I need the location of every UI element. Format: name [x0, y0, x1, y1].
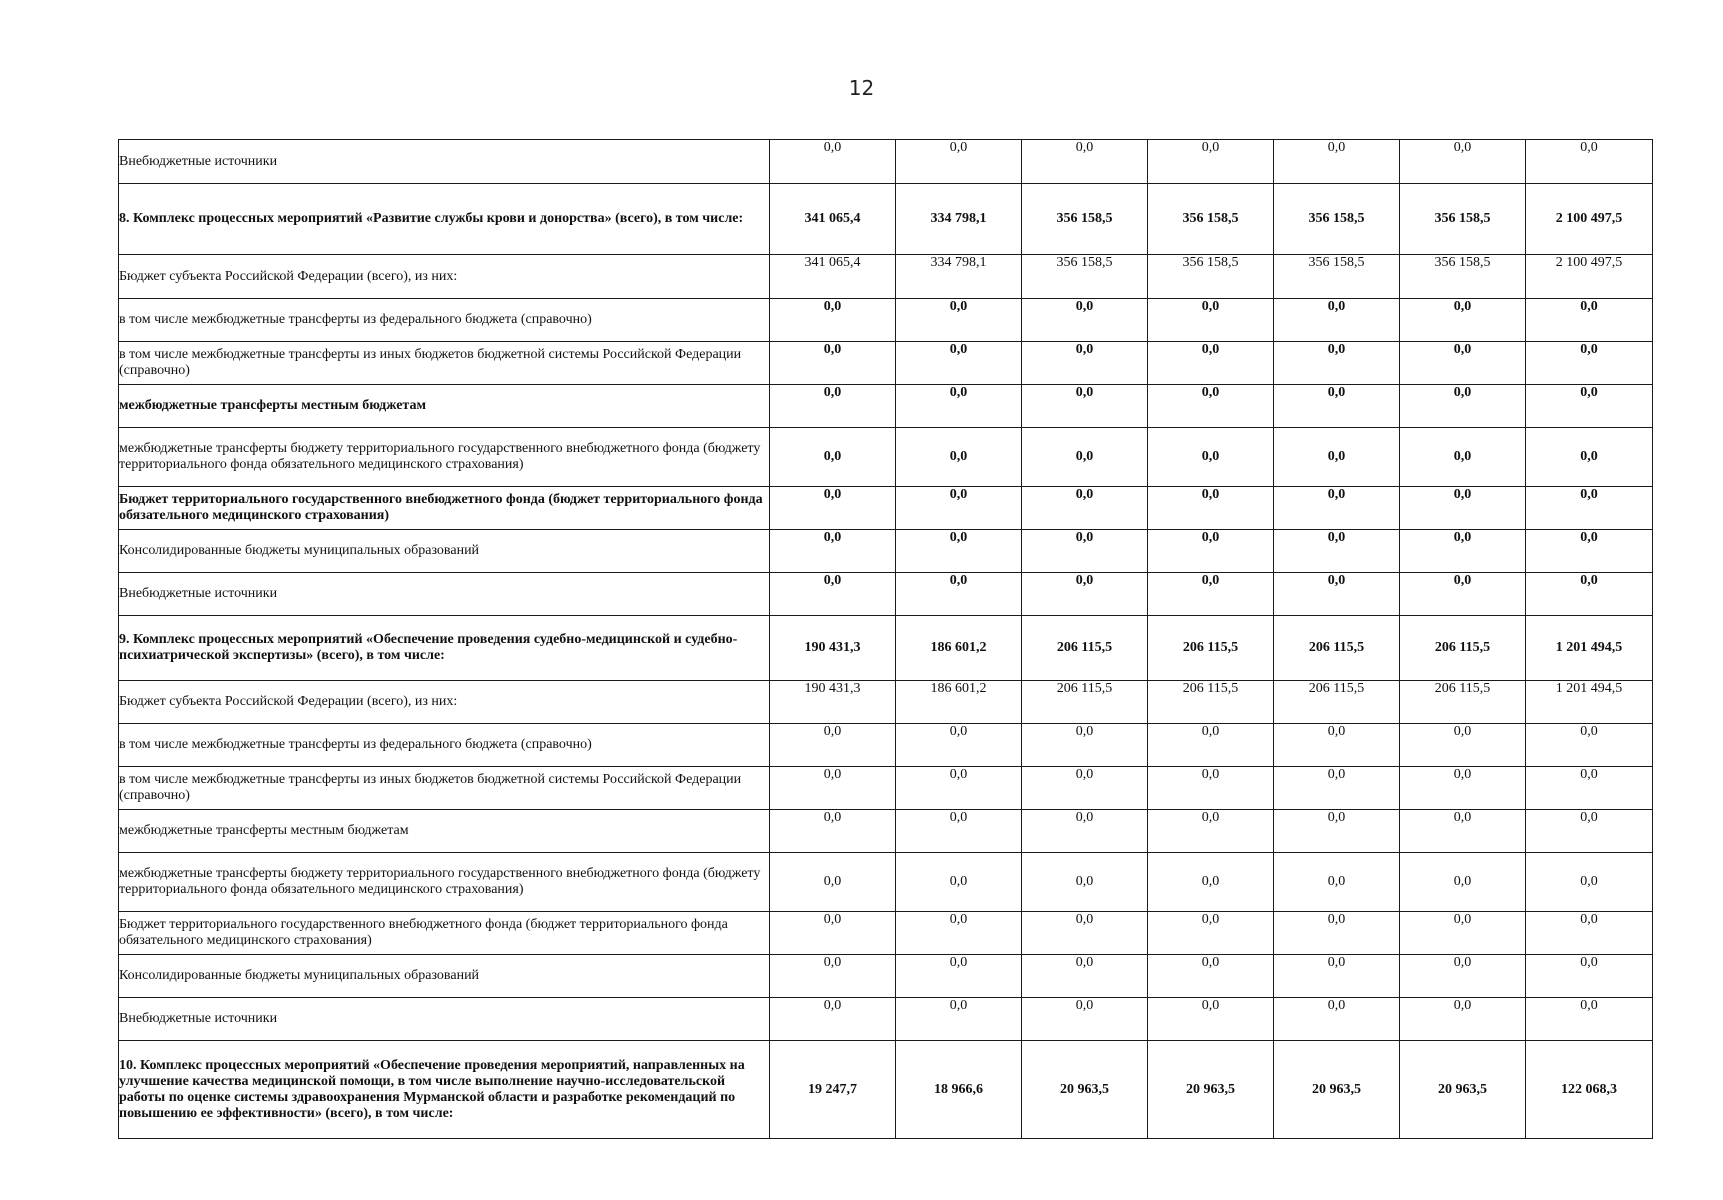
table-row — [119, 184, 1653, 255]
value-cell: 0,0 — [1022, 767, 1148, 810]
value-cell: 0,0 — [1274, 573, 1400, 616]
value-cell: 0,0 — [1400, 853, 1526, 912]
value-cell: 0,0 — [1274, 810, 1400, 853]
value-cell: 0,0 — [1148, 724, 1274, 767]
value-cell: 0,0 — [1274, 998, 1400, 1041]
value-cell: 0,0 — [770, 998, 896, 1041]
value-cell: 0,0 — [1148, 428, 1274, 487]
table-row — [119, 530, 1653, 573]
row-label: в том числе межбюджетные трансферты из федерального бюджета (справочно) — [119, 299, 770, 342]
value-cell: 0,0 — [1400, 428, 1526, 487]
table-row — [119, 616, 1653, 681]
table-row — [119, 299, 1653, 342]
row-label: Внебюджетные источники — [119, 998, 770, 1041]
value-cell: 0,0 — [1148, 140, 1274, 184]
value-cell: 0,0 — [1148, 853, 1274, 912]
value-cell: 341 065,4 — [770, 184, 896, 255]
value-cell: 0,0 — [1526, 912, 1653, 955]
value-cell: 0,0 — [1400, 342, 1526, 385]
value-cell: 0,0 — [1022, 428, 1148, 487]
value-cell: 0,0 — [1526, 810, 1653, 853]
value-cell: 186 601,2 — [896, 616, 1022, 681]
value-cell: 0,0 — [770, 724, 896, 767]
value-cell: 0,0 — [896, 487, 1022, 530]
value-cell: 0,0 — [1022, 573, 1148, 616]
value-cell: 0,0 — [1148, 385, 1274, 428]
table-row — [119, 724, 1653, 767]
value-cell: 0,0 — [896, 767, 1022, 810]
value-cell: 0,0 — [770, 853, 896, 912]
table-row — [119, 955, 1653, 998]
value-cell: 356 158,5 — [1400, 255, 1526, 299]
value-cell: 2 100 497,5 — [1526, 184, 1653, 255]
value-cell: 0,0 — [1274, 385, 1400, 428]
value-cell: 0,0 — [1274, 140, 1400, 184]
value-cell: 0,0 — [1022, 342, 1148, 385]
row-label: Бюджет субъекта Российской Федерации (всего), из них: — [119, 255, 770, 299]
row-label: в том числе межбюджетные трансферты из иных бюджетов бюджетной системы Российской Федерации (справочно) — [119, 342, 770, 385]
value-cell: 122 068,3 — [1526, 1041, 1653, 1139]
value-cell: 0,0 — [1022, 530, 1148, 573]
value-cell: 206 115,5 — [1148, 681, 1274, 724]
value-cell: 0,0 — [1526, 530, 1653, 573]
value-cell: 0,0 — [1022, 853, 1148, 912]
value-cell: 0,0 — [1148, 767, 1274, 810]
value-cell: 0,0 — [1526, 853, 1653, 912]
value-cell: 0,0 — [1274, 955, 1400, 998]
value-cell: 0,0 — [896, 998, 1022, 1041]
row-label: в том числе межбюджетные трансферты из иных бюджетов бюджетной системы Российской Федерации (справочно) — [119, 767, 770, 810]
value-cell: 0,0 — [1022, 810, 1148, 853]
value-cell: 341 065,4 — [770, 255, 896, 299]
value-cell: 0,0 — [770, 767, 896, 810]
value-cell: 186 601,2 — [896, 681, 1022, 724]
table-body — [119, 140, 1653, 1139]
table-row — [119, 810, 1653, 853]
row-label: Консолидированные бюджеты муниципальных образований — [119, 530, 770, 573]
table-row — [119, 487, 1653, 530]
value-cell: 0,0 — [770, 810, 896, 853]
value-cell: 18 966,6 — [896, 1041, 1022, 1139]
value-cell: 206 115,5 — [1400, 681, 1526, 724]
value-cell: 0,0 — [1148, 810, 1274, 853]
value-cell: 356 158,5 — [1022, 255, 1148, 299]
value-cell: 0,0 — [1274, 912, 1400, 955]
value-cell: 0,0 — [770, 428, 896, 487]
row-label: Внебюджетные источники — [119, 573, 770, 616]
value-cell: 334 798,1 — [896, 184, 1022, 255]
value-cell: 0,0 — [896, 385, 1022, 428]
value-cell: 190 431,3 — [770, 681, 896, 724]
value-cell: 0,0 — [1148, 955, 1274, 998]
value-cell: 0,0 — [896, 428, 1022, 487]
value-cell: 0,0 — [1148, 912, 1274, 955]
value-cell: 0,0 — [1526, 140, 1653, 184]
value-cell: 356 158,5 — [1148, 184, 1274, 255]
value-cell: 0,0 — [770, 530, 896, 573]
value-cell: 2 100 497,5 — [1526, 255, 1653, 299]
value-cell: 0,0 — [1400, 998, 1526, 1041]
row-label: 8. Комплекс процессных мероприятий «Развитие службы крови и донорства» (всего), в том числе: — [119, 184, 770, 255]
value-cell: 0,0 — [896, 955, 1022, 998]
value-cell: 0,0 — [1400, 385, 1526, 428]
row-label: 10. Комплекс процессных мероприятий «Обеспечение проведения мероприятий, направленных на улучшение качества медицинской помощи, в том числе выполнение научно-исследовательской работы по оценке системы здравоохранения Мурманской области и разработке рекомендаций по повышению ее эффективности» (всего), в том числе: — [119, 1041, 770, 1139]
value-cell: 0,0 — [896, 573, 1022, 616]
value-cell: 206 115,5 — [1400, 616, 1526, 681]
value-cell: 0,0 — [1400, 767, 1526, 810]
value-cell: 0,0 — [1274, 530, 1400, 573]
value-cell: 0,0 — [1526, 487, 1653, 530]
value-cell: 334 798,1 — [896, 255, 1022, 299]
table-row — [119, 573, 1653, 616]
table-row — [119, 428, 1653, 487]
value-cell: 0,0 — [896, 810, 1022, 853]
value-cell: 0,0 — [1148, 342, 1274, 385]
value-cell: 0,0 — [1400, 810, 1526, 853]
value-cell: 0,0 — [1526, 342, 1653, 385]
value-cell: 20 963,5 — [1400, 1041, 1526, 1139]
value-cell: 206 115,5 — [1022, 616, 1148, 681]
value-cell: 0,0 — [896, 530, 1022, 573]
value-cell: 0,0 — [1400, 487, 1526, 530]
value-cell: 0,0 — [1274, 428, 1400, 487]
value-cell: 0,0 — [1526, 955, 1653, 998]
row-label: Бюджет субъекта Российской Федерации (всего), из них: — [119, 681, 770, 724]
row-label: межбюджетные трансферты местным бюджетам — [119, 385, 770, 428]
value-cell: 0,0 — [770, 573, 896, 616]
value-cell: 356 158,5 — [1022, 184, 1148, 255]
table-row — [119, 385, 1653, 428]
value-cell: 0,0 — [1274, 767, 1400, 810]
value-cell: 0,0 — [770, 385, 896, 428]
row-label: Консолидированные бюджеты муниципальных образований — [119, 955, 770, 998]
value-cell: 0,0 — [1022, 912, 1148, 955]
row-label: межбюджетные трансферты местным бюджетам — [119, 810, 770, 853]
table-row — [119, 853, 1653, 912]
value-cell: 0,0 — [1400, 724, 1526, 767]
value-cell: 0,0 — [1526, 767, 1653, 810]
value-cell: 0,0 — [1148, 299, 1274, 342]
value-cell: 0,0 — [1274, 487, 1400, 530]
value-cell: 20 963,5 — [1148, 1041, 1274, 1139]
value-cell: 206 115,5 — [1274, 616, 1400, 681]
row-label: в том числе межбюджетные трансферты из федерального бюджета (справочно) — [119, 724, 770, 767]
value-cell: 0,0 — [896, 299, 1022, 342]
value-cell: 0,0 — [896, 853, 1022, 912]
value-cell: 0,0 — [896, 140, 1022, 184]
value-cell: 0,0 — [1526, 724, 1653, 767]
table-row — [119, 140, 1653, 184]
row-label: Бюджет территориального государственного внебюджетного фонда (бюджет территориального фонда обязательного медицинского страхования) — [119, 912, 770, 955]
value-cell: 0,0 — [1400, 140, 1526, 184]
value-cell: 0,0 — [1526, 998, 1653, 1041]
value-cell: 0,0 — [1274, 853, 1400, 912]
budget-table — [118, 139, 1653, 1139]
row-label: межбюджетные трансферты бюджету территориального государственного внебюджетного фонда (бюджету территориального фонда обязательного медицинского страхования) — [119, 853, 770, 912]
row-label: Внебюджетные источники — [119, 140, 770, 184]
value-cell: 0,0 — [1022, 955, 1148, 998]
value-cell: 19 247,7 — [770, 1041, 896, 1139]
value-cell: 1 201 494,5 — [1526, 616, 1653, 681]
value-cell: 0,0 — [770, 299, 896, 342]
value-cell: 0,0 — [896, 342, 1022, 385]
value-cell: 0,0 — [1400, 955, 1526, 998]
value-cell: 0,0 — [1148, 573, 1274, 616]
value-cell: 0,0 — [1400, 573, 1526, 616]
value-cell: 0,0 — [896, 724, 1022, 767]
value-cell: 0,0 — [770, 487, 896, 530]
value-cell: 0,0 — [1526, 299, 1653, 342]
value-cell: 356 158,5 — [1148, 255, 1274, 299]
value-cell: 0,0 — [1400, 299, 1526, 342]
value-cell: 0,0 — [1022, 998, 1148, 1041]
value-cell: 0,0 — [770, 912, 896, 955]
value-cell: 0,0 — [1274, 724, 1400, 767]
value-cell: 0,0 — [1022, 724, 1148, 767]
value-cell: 1 201 494,5 — [1526, 681, 1653, 724]
value-cell: 0,0 — [1274, 342, 1400, 385]
value-cell: 206 115,5 — [1148, 616, 1274, 681]
table-row — [119, 912, 1653, 955]
value-cell: 0,0 — [770, 955, 896, 998]
value-cell: 20 963,5 — [1022, 1041, 1148, 1139]
row-label: Бюджет территориального государственного внебюджетного фонда (бюджет территориального фонда обязательного медицинского страхования) — [119, 487, 770, 530]
value-cell: 0,0 — [770, 140, 896, 184]
value-cell: 356 158,5 — [1274, 184, 1400, 255]
value-cell: 0,0 — [1400, 912, 1526, 955]
value-cell: 0,0 — [770, 342, 896, 385]
value-cell: 206 115,5 — [1022, 681, 1148, 724]
value-cell: 206 115,5 — [1274, 681, 1400, 724]
value-cell: 0,0 — [1148, 487, 1274, 530]
value-cell: 0,0 — [1400, 530, 1526, 573]
value-cell: 0,0 — [1526, 573, 1653, 616]
table-row — [119, 998, 1653, 1041]
table-row — [119, 342, 1653, 385]
row-label: межбюджетные трансферты бюджету территориального государственного внебюджетного фонда (бюджету территориального фонда обязательного медицинского страхования) — [119, 428, 770, 487]
value-cell: 0,0 — [1148, 530, 1274, 573]
value-cell: 0,0 — [1022, 140, 1148, 184]
value-cell: 0,0 — [1022, 385, 1148, 428]
table-row — [119, 1041, 1653, 1139]
value-cell: 356 158,5 — [1400, 184, 1526, 255]
value-cell: 20 963,5 — [1274, 1041, 1400, 1139]
value-cell: 356 158,5 — [1274, 255, 1400, 299]
value-cell: 0,0 — [1022, 299, 1148, 342]
value-cell: 190 431,3 — [770, 616, 896, 681]
table-row — [119, 255, 1653, 299]
page-number: 12 — [848, 76, 875, 100]
value-cell: 0,0 — [1022, 487, 1148, 530]
value-cell: 0,0 — [1526, 428, 1653, 487]
value-cell: 0,0 — [1274, 299, 1400, 342]
table-row — [119, 767, 1653, 810]
row-label: 9. Комплекс процессных мероприятий «Обеспечение проведения судебно-медицинской и судебно-психиатрической экспертизы» (всего), в том числе: — [119, 616, 770, 681]
value-cell: 0,0 — [1526, 385, 1653, 428]
table-row — [119, 681, 1653, 724]
value-cell: 0,0 — [1148, 998, 1274, 1041]
value-cell: 0,0 — [896, 912, 1022, 955]
